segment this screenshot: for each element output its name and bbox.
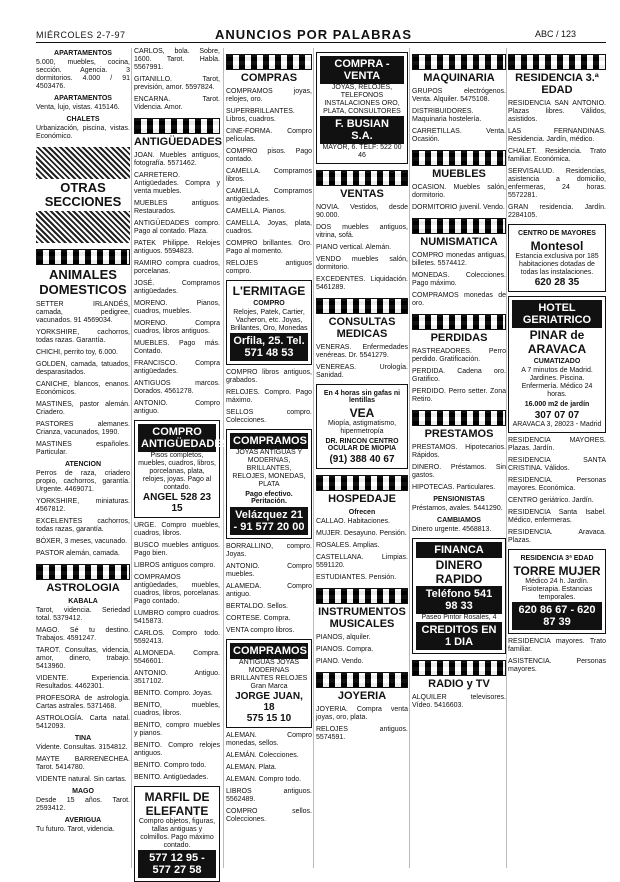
classified-ad: PIANO vertical. Alemán. [316,244,392,251]
classified-ad: CORTESE. Compra. [226,615,291,622]
classified-ad: FRANCISCO. Compra antigüedades. [134,360,220,375]
classified-ad: PERDIDO. Perro setter. Zona Retiro. [412,388,506,403]
display-ad-title: COMPRO ANTIGÜEDADES [138,424,216,452]
classified-ad: COMPRAMOS joyas, relojes, oro. [226,88,312,103]
display-ad-title: CENTRO DE MAYORES [518,230,596,237]
classified-ad: YORKSHIRE, cachorros, todas razas. Garantía. [36,329,130,344]
display-ad-text: A 7 minutos de Madrid. Jardines. Piscina. Enfermería. Médico 24 horas. [521,367,593,398]
section-heading [36,249,130,297]
classified-ad: ASTROLOGÍA. Carta natal. 5412093. [36,715,130,730]
column-2 [134,48,230,876]
display-ad-phone: Orfila, 25. Tel. 571 48 53 [230,333,308,361]
classified-ad: RESIDENCIA. Aravaca. Plazas. [508,529,606,544]
classified-ad: LUMBRO compro cuadros. 5415873. [134,610,220,625]
display-ad-text: Compro objetos, figuras, tallas antiguas y colmillos. Pago máximo contado. [138,818,216,849]
classified-ad: EXCELENTES cachorros, todas razas, garantía. [36,518,130,533]
display-ad-pinar [508,296,606,433]
display-ad-title: HOTEL GERIATRICO [512,300,602,328]
classified-ad: COMPRO monedas antiguas, billetes. 5574412. [412,252,506,267]
section-heading [226,54,312,84]
classified-ad: DINERO. Préstamos. Sin gastos. [412,464,506,479]
classified-ad: MUEBLES antiguos. Restaurados. [134,200,220,215]
classified-ad: Vidente. Consultas. 3154812. [36,744,128,751]
page-title: ANUNCIOS POR PALABRAS [215,27,412,42]
section-title: ANIMALES DOMESTICOS [39,267,127,297]
section-apartamentos: APARTAMENTOS [54,95,112,102]
classified-ad: RESIDENCIA. Personas mayores. Económica. [508,477,606,492]
checker-bar [316,475,408,491]
section-heading [316,672,408,702]
display-ad-title: COMPRAMOS [230,433,308,449]
classified-ad: BENITO, muebles, cuadros, libros. [134,702,220,717]
classified-ad: SERVISALUD. Residencias, asistencia a domicilio, enfermeras, 24 horas. 5572281. [508,168,606,199]
section-heading [316,170,408,200]
classified-ad: CANICHE, blancos, enanos. Económicos. [36,381,130,396]
classified-ad: VENERAS. Enfermedades venéreas. Dr. 5541279. [316,344,408,359]
classified-ad: COMPRO libros antiguos, grabados. [226,369,312,384]
classified-ad: URGE. Compro muebles, cuadros, libros. [134,522,220,537]
classified-ad: HIPOTECAS. Particulares. [412,484,496,491]
classified-ad: YORKSHIRE, miniaturas. 4567812. [36,498,130,513]
page-date: MIÉRCOLES 2-7-97 [36,30,126,40]
classified-ad: ALAMEDA. Compro antiguo. [226,583,312,598]
subsection-atencion: ATENCION [64,461,102,468]
classified-ad: MUEBLES. Pago más. Contado. [134,340,220,355]
classified-ad: RESIDENCIA mayores. Trato familiar. [508,638,606,653]
classified-ad: COMPRO pisos. Pago contado. [226,148,312,163]
column-6 [508,48,606,868]
column-5 [412,48,506,868]
classified-ad: ALEMAN. Compro monedas, sellos. [226,732,312,747]
section-chalets: CHALETS [66,116,100,123]
checker-bar [226,54,312,70]
classified-ad: CALLAO. Habitaciones. [316,518,390,525]
classified-ad: CENTRO geriátrico. Jardín. [508,497,594,504]
subsection-cambiamos: CAMBIAMOS [437,517,481,524]
display-ad-text: Estancia exclusiva por 185 habitaciones dotadas de todas las instalaciones. [515,253,599,276]
classified-ad: BENITO. Compro relojes antiguos. [134,742,220,757]
classified-ad: PIANOS, alquiler. [316,634,371,641]
classified-ad: MORENO. Pianos, cuadros, muebles. [134,300,220,315]
classified-ad: BORRALLINO, compro. Joyas. [226,543,312,558]
section-title: NUMISMATICA [420,236,498,248]
column-divider [131,48,132,868]
classified-ad: ANTONIO. Compro antiguo. [134,400,220,415]
classified-ad: Venta, lujo, vistas. 415146. [36,104,120,111]
classified-ad: CASTELLANA. Limpias. 5591120. [316,554,408,569]
classified-ad: DOS muebles antiguos, vitrina, sofá. [316,224,408,239]
classified-ad: DORMITORIO juvenil. Vendo. [412,204,505,211]
display-ad-name: TORRE MUJER [513,564,601,578]
classified-ad: MASTINES, pastor alemán. Criadero. [36,401,130,416]
classified-ad: PIANO. Vendo. [316,658,364,665]
classified-ad: COMPRO brillantes. Oro. Pago al momento. [226,240,312,255]
classified-ad: CARRETILLAS. Venta. Ocasión. [412,128,506,143]
classified-ad: ALEMÁN. Colecciones. [226,752,299,759]
classified-ad: VENDO muebles salón, dormitorio. [316,256,408,271]
display-ad-phone: ANGEL 528 23 15 [142,492,212,514]
display-ad-text: JOYAS, RELOJES, TELEFONOS INSTALACIONES ORO, PLATA, CONSULTORES [323,84,401,115]
section-heading [316,475,408,505]
classified-ad: DISTRIBUIDORES. Maquinaria hostelería. [412,108,482,123]
classified-ad: BÓXER, 3 meses, vacunado. [36,538,128,545]
otras-secciones-label: OTRAS SECCIONES [36,179,130,211]
classified-ad: OCASION. Muebles salón, dormitorio. [412,184,506,199]
classified-ad: MORENO. Compra cuadros, libros antiguos. [134,320,220,335]
classified-ad: VIDENTE. Experiencia. Resultados. 4462301. [36,675,130,690]
classified-ad: CAMELLA. Compramos antigüedades. [226,188,312,203]
display-ad-ermitage [226,280,312,365]
display-ad-phone: 577 12 95 - 577 27 58 [138,850,216,878]
section-heading [508,54,606,96]
section-title: RADIO y TV [428,678,490,690]
classified-ad: ANTIGÜEDADES compro. Pago al contado. Plaza. [134,220,220,235]
display-ad-text: JOYAS ANTIGUAS Y MODERNAS, BRILLANTES, RELOJES, MONEDAS, PLATA [232,449,306,488]
classified-ad: COMPRAMOS monedas de oro. [412,292,506,307]
display-ad-financa [412,538,506,654]
classified-ad: GRAN residencia. Jardín. 2284105. [508,204,606,219]
display-ad-sub: DINERO RAPIDO [435,558,483,586]
classified-ad: MONEDAS. Colecciones. Pago máximo. [412,272,506,287]
classified-ad: PASTORES alemanes. Crianza, vacunados, 1990. [36,421,130,436]
display-ad-address: ARAVACA 3, 28023 - Madrid [512,421,602,428]
display-ad-note: 16.000 m2 de jardín [524,401,590,408]
classified-ad: Dinero urgente. 4568813. [412,526,492,533]
column-1 [36,48,130,868]
section-title: PERDIDAS [430,332,488,344]
classified-ad: SELLOS compro. Colecciones. [226,409,312,424]
display-ad-phone: Velázquez 21 - 91 577 20 00 [230,507,308,535]
section-title: CONSULTAS MEDICAS [328,316,396,340]
classified-ad: PATEK Philippe. Relojes antiguos. 5594823. [134,240,220,255]
display-ad-vea [316,384,408,469]
classified-ad: CINE-FORMA. Compro películas. [226,128,312,143]
classified-ad: JOSÉ. Compramos antigüedades. [134,280,220,295]
section-title: PRESTAMOS [424,428,494,440]
classified-ad: GRUPOS electrógenos. Venta. Alquiler. 5475108. [412,88,506,103]
section-title: RESIDENCIA 3.ª EDAD [515,72,599,96]
display-ad-address: JORGE JUAN, 18 [235,691,303,713]
subsection-pensionistas: PENSIONISTAS [433,496,485,503]
display-ad-tag: VEA [349,406,375,420]
display-ad-phone: 575 15 10 [246,713,292,724]
section-apartamentos: APARTAMENTOS [54,50,112,57]
classified-ad: BUSCO muebles antiguos. Pago bien. [134,542,220,557]
display-ad-sub: Pago efectivo. Peritación. [245,491,293,505]
classified-ad: CAMELLA. Pianos. [226,208,286,215]
classified-ad: JOAN. Muebles antiguos, fotografía. 5571462. [134,152,220,167]
classified-ad: PERDIDA. Cadena oro. Gratifico. [412,368,506,383]
display-ad-title: FINANCA [416,542,502,558]
checker-bar [412,54,506,70]
display-ad-phone: (91) 388 40 67 [329,454,395,465]
classified-ad: ANTONIO. Compro muebles. [226,563,312,578]
classified-ad: RELOJES antiguos. 5574591. [316,726,408,741]
display-ad-sub: CUMATIZADO [533,358,581,365]
column-3 [226,48,312,868]
classified-ad: ANTIGUOS marcos. Dorados. 4561278. [134,380,220,395]
section-heading [134,118,223,148]
display-ad-sub: COMPRO [253,300,285,307]
header-rule [36,42,606,43]
display-ad-title: COMPRAMOS [230,643,308,659]
classified-ad: NOVIA. Vestidos, desde 90.000. [316,204,408,219]
classified-ad: COMPRAMOS antigüedades, muebles, cuadros, libros, porcelanas. Pago contado. [134,574,220,605]
section-title: MUEBLES [432,168,486,180]
section-title: COMPRAS [240,72,298,84]
classified-ad: RESIDENCIA MAYORES. Plazas. Jardín. [508,437,606,452]
classified-ad: ROSALES. Amplias. [316,542,380,549]
display-ad-text: Médico 24 h. Jardín. Fisioterapia. Estancias temporales. [521,578,593,601]
classified-ad: Tu futuro. Tarot, videncia. [36,826,115,833]
display-ad-marfil [134,786,220,882]
classified-ad: BERTALDO. Sellos. [226,603,288,610]
checker-bar [412,660,506,676]
ad-heading: AVERIGUA [64,817,102,824]
checker-bar [316,672,408,688]
classified-ad: Tarot, videncia. Seriedad total. 5379412. [36,607,130,622]
classified-ad: ESTUDIANTES. Pensión. [316,574,397,581]
classified-ad: MAGO. Sé tu destino. Trabajos. 4591247. [36,627,130,642]
classified-ad: RESIDENCIA SANTA CRISTINA. Válidos. [508,457,606,472]
ad-heading: TINA [74,735,92,742]
classified-ad: BENITO. Antigüedades. [134,774,209,781]
classified-ad: Préstamos, avales. 5441290. [412,505,503,512]
classified-ad: Urbanización, piscina, vistas. Económico. [36,125,130,140]
display-ad-text: Miopía, astigmatismo, hipermetropía [327,420,397,435]
otras-secciones-banner [36,147,130,243]
classified-ad: JOYERIA. Compra venta joyas, oro, plata. [316,706,408,721]
display-ad-compro [134,420,230,518]
checker-bar [36,249,130,265]
display-ad-compra-venta [316,52,408,164]
section-heading [412,54,506,84]
classified-ad: MAYTE BARRENECHEA. Tarot. 5414780. [36,756,130,771]
classified-ad: LIBROS antiguos compro. [134,562,216,569]
checker-bar [412,314,506,330]
section-heading [316,298,408,340]
display-ad-phone: 307 07 07 [534,410,580,421]
checker-bar [412,410,506,426]
classified-ad: SETTER IRLANDÉS, camada, pedigree, vacunados. 91 4569034. [36,301,130,324]
classified-ad: ALEMAN. Compro todo. [226,776,302,783]
section-heading [36,564,130,594]
classified-ad: ALEMAN. Plata. [226,764,277,771]
display-ad-phone: Teléfono 541 98 33 [416,586,502,614]
classified-ad: VENTA compro libros. [226,627,295,634]
classified-ad: ALMONEDA. Compra. 5546601. [134,650,220,665]
classified-ad: PASTOR alemán, camada. [36,550,120,557]
section-heading [412,218,506,248]
classified-ad: GOLDEN, camada, tatuados, desparasitados. [36,361,130,376]
classified-ad: RASTREADORES. Perro perdido. Gratificación. [412,348,506,363]
classified-ad: Desde 15 años. Tarot. 2593412. [36,797,130,812]
display-ad-montesol [508,224,606,292]
display-ad-text: Pisos completos, muebles, cuadros, libros, porcelanas, plata, relojes, joyas. Pago al contado. [138,452,216,491]
classified-ad: CHICHI, perrito toy, 6.000. [36,349,118,356]
classified-ad: CAMELLA. Compramos libros. [226,168,312,183]
display-ad-text: Relojes, Patek, Cartier, Vacheron, etc. Joyas, Brillantes, Oro, Monedas [230,309,308,332]
classified-ad: LAS FERNANDINAS. Residencia. Jardín, médico. [508,128,606,143]
classified-ad: RELOJES antiguos compro. [226,260,312,275]
classified-ad: RAMIRO compra cuadros, porcelanas. [134,260,220,275]
classified-ad: CHALET. Residencia. Trato familiar. Económica. [508,148,606,163]
column-divider [409,48,410,868]
display-ad-phone: 620 86 67 - 620 87 39 [512,602,602,630]
display-ad-compramos-2 [226,639,312,728]
display-ad-name: PINAR de ARAVACA [527,328,587,356]
classified-ad: 5.000, muebles, cocina, sección. Agencia. 3 dormitorios. 4.000 / 91 4503476. [36,59,130,90]
classified-ad: TAROT. Consultas, videncia, amor, dinero, trabajo. 5413960. [36,647,130,670]
classified-ad: VENEREAS. Urología. Sanidad. [316,364,408,379]
column-divider [506,48,507,868]
checker-bar [36,564,130,580]
classified-ad: ANTONIO. Antiguo. 3517102. [134,670,220,685]
classified-ad: PRESTAMOS. Hipotecarios. Rápidos. [412,444,506,459]
classified-ad: LIBROS antiguos. 5562489. [226,788,312,803]
classified-ad: EXCEDENTES. Liquidación. 5461289. [316,276,408,291]
checker-bar [134,118,220,134]
display-ad-title: L'ERMITAGE [232,284,306,298]
column-4 [316,48,408,868]
section-heading [412,660,506,690]
page-number: ABC / 123 [535,29,577,39]
ad-heading: MAGO [72,788,94,795]
checker-bar [508,54,606,70]
checker-bar [316,298,408,314]
display-ad-text: ANTIGUAS JOYAS MODERNAS BRILLANTES RELOJES Gran Marca [230,659,308,690]
section-title: JOYERIA [337,690,387,702]
section-heading [412,314,506,344]
classified-ad: VIDENTE natural. Sin cartas. [36,776,127,783]
classified-ad: MASTINES españoles. Particular. [36,441,130,456]
display-ad-compramos [226,429,312,539]
display-ad-title: En 4 horas sin gafas ni lentillas [323,390,401,404]
classified-ad: RESIDENCIA Santa Isabel. Médico, enfermeras. [508,509,606,524]
page-header [0,0,620,40]
classified-ad: ALQUILER televisores. Vídeo. 5416603. [412,694,506,709]
classified-ad: BENITO. Compro todo. [134,762,207,769]
subsection-ofrecen: Ofrecen [348,509,376,516]
display-ad-name: Montesol [530,239,584,253]
classified-ad: BENITO, compro muebles y pianos. [134,722,220,737]
column-divider [313,48,314,868]
display-ad-name: F. BUSIAN S.A. [320,116,404,144]
checker-bar [412,218,506,234]
section-title: HOSPEDAJE [328,493,396,505]
classified-ad: ASISTENCIA. Personas mayores. [508,658,606,673]
display-ad-note: CREDITOS EN 1 DIA [416,622,502,650]
column-divider [223,48,224,868]
classified-ad: RELOJES. Compro. Pago máximo. [226,389,312,404]
classified-ad: GITANILLO. Tarot, previsión, amor. 5597824. [134,76,220,91]
section-title: INSTRUMENTOS MUSICALES [318,606,406,630]
classified-ad: ENCARNA. Tarot. Videncia. Amor. [134,96,220,111]
ad-heading: KABALA [68,598,98,605]
display-ad-title: MARFIL DE ELEFANTE [144,790,210,818]
classified-ad: MUJER. Desayuno. Pensión. [316,530,407,537]
classified-ad: CARRETERO. Antigüedades. Compra y venta muebles. [134,172,220,195]
section-heading [412,410,506,440]
section-title: MAQUINARIA [423,72,495,84]
display-ad-name: DR. RINCON CENTRO OCULAR DE MIOPIA [325,438,399,452]
checker-bar [412,150,506,166]
classified-ad: COMPRO sellos. Colecciones. [226,808,312,823]
checker-bar [316,588,408,604]
section-heading [316,588,408,630]
section-title: VENTAS [340,188,384,200]
display-ad-title: RESIDENCIA 3ª EDAD [520,555,594,562]
classified-ad: RESIDENCIA SAN ANTONIO. Plazas libres. Válidos, asistidos. [508,100,606,123]
classified-ad: SUPERBRILLANTES. Libros, cuadros. [226,108,295,123]
classified-ad: Perros de raza, criadero propio, cachorros, garantía. Urgente. 4469071. [36,470,130,493]
classified-ad: BENITO. Compro. Joyas. [134,690,213,697]
section-heading [412,150,506,180]
classified-ad: PIANOS. Compra. [316,646,374,653]
classified-ad: CARLOS, bola. Sobre, 1600. Tarot. Habla. 5567991. [134,48,220,71]
classified-ad: CARLOS. Compro todo. 5592413. [134,630,220,645]
section-title: ANTIGÜEDADES [134,136,223,148]
classified-ad: CAMELLA. Joyas, plata, cuadros. [226,220,312,235]
checker-bar [316,170,408,186]
display-ad-title: COMPRA - VENTA [320,56,404,84]
display-ad-phone: 620 28 35 [534,277,580,288]
display-ad-torre [508,549,606,634]
section-title: ASTROLOGIA [46,582,120,594]
classified-ad: PROFESORA de astrología. Cartas astrales. 5371468. [36,695,130,710]
display-ad-phone: MAYOR, 6. TELF: 522 00 46 [322,144,402,159]
display-ad-address: Paseo Pintor Rosales, 4 [421,614,497,621]
